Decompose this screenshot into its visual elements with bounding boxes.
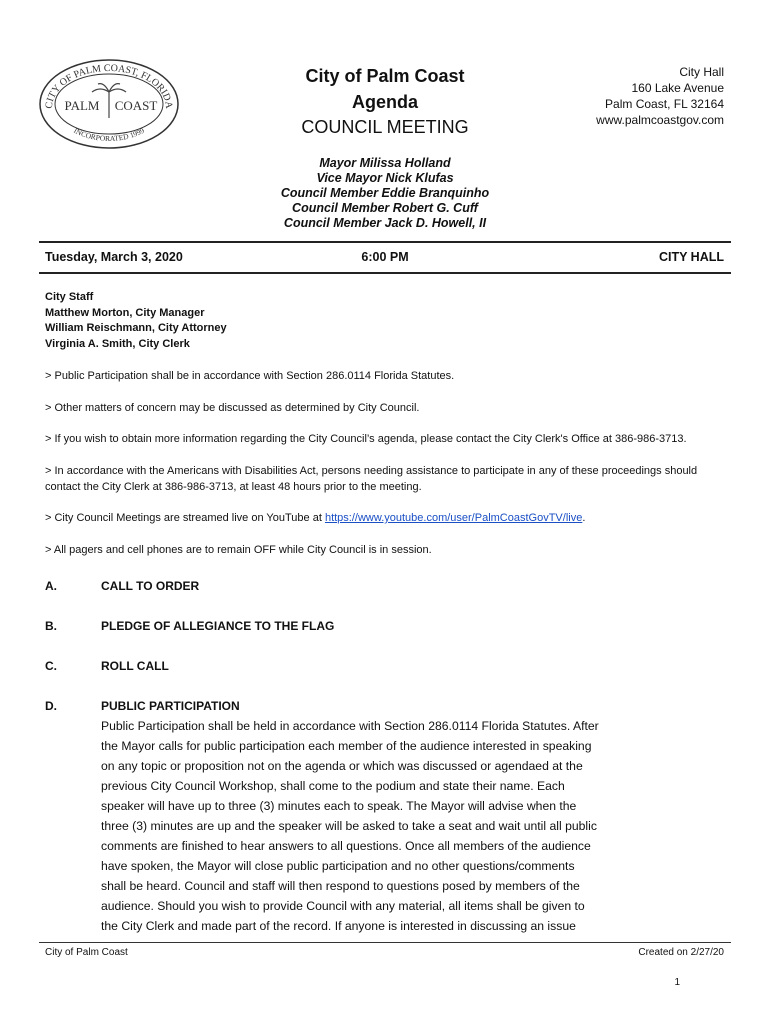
note-phones: > All pagers and cell phones are to remain OFF while City Council is in session. — [45, 544, 432, 556]
address-line: Palm Coast, FL 32164 — [605, 97, 724, 111]
footer-city: City of Palm Coast — [45, 947, 128, 958]
item-letter: B. — [45, 619, 57, 633]
text-line: comments are finished to hear answers to all questions. Once all members of the audience — [101, 839, 591, 853]
public-participation-text — [101, 716, 633, 936]
item-public-participation: PUBLIC PARTICIPATION — [101, 699, 240, 713]
note-youtube — [45, 510, 735, 526]
council-member: Mayor Milissa Holland — [319, 156, 451, 170]
seal-top-text: CITY OF PALM COAST, FLORIDA — [43, 62, 175, 110]
note-public-participation: > Public Participation shall be in accordance with Section 286.0114 Florida Statutes. — [45, 370, 455, 382]
youtube-link[interactable]: https://www.youtube.com/user/PalmCoastGovTV/live — [324, 512, 583, 524]
item-letter: D. — [45, 699, 57, 713]
divider-top — [39, 241, 731, 243]
seal-coast-text: COAST — [114, 98, 158, 113]
footer-divider — [39, 942, 731, 943]
item-roll-call: ROLL CALL — [101, 659, 169, 673]
meeting-type: COUNCIL MEETING — [301, 117, 469, 137]
address-block — [596, 64, 724, 128]
city-title: City of Palm Coast — [305, 66, 465, 86]
divider-bottom — [39, 272, 731, 274]
agenda-title: Agenda — [351, 92, 418, 112]
text-line: have spoken, the Mayor will close public participation and no other questions/comments — [101, 859, 575, 873]
text-line: audience. Should you wish to provide Council with any material, all items shall be given to — [101, 899, 585, 913]
note-more-information: > If you wish to obtain more information regarding the City Council’s agenda, please contact the City Clerk's Office at 386-986-3713. — [45, 433, 687, 445]
text-line: speaker will have up to three (3) minutes each to speak. The Mayor will advise when the — [101, 799, 577, 813]
meeting-date: Tuesday, March 3, 2020 — [45, 250, 183, 264]
address-line: City Hall — [679, 65, 724, 79]
seal-palm-text: PALM — [64, 98, 100, 113]
item-letter: C. — [45, 659, 57, 673]
text-line: Public Participation shall be held in accordance with Section 286.0114 Florida Statutes. After — [101, 719, 599, 733]
youtube-suffix: . — [582, 512, 586, 524]
note-ada: > In accordance with the Americans with Disabilities Act, persons needing assistance to participate in any of these proceedings should contact the City Clerk at 386-986-3713, at least 48 hours prior to the meeting. — [45, 465, 698, 493]
note-other-matters: > Other matters of concern may be discussed as determined by City Council. — [45, 402, 420, 414]
youtube-prefix: > City Council Meetings are streamed live on YouTube at — [45, 512, 325, 524]
staff-member: William Reischmann, City Attorney — [45, 322, 227, 334]
text-line: the Mayor calls for public participation each member of the audience interested in speaking — [101, 739, 592, 753]
text-line: three (3) minutes are up and the speaker will be asked to take a seat and wait until all public — [101, 819, 597, 833]
text-line: shall be heard. Council and staff will then respond to questions posed by members of the — [101, 879, 580, 893]
staff-member: Virginia A. Smith, City Clerk — [45, 337, 190, 350]
page-number: 1 — [674, 977, 680, 988]
text-line: the City Clerk and made part of the record. If anyone is interested in discussing an issue — [101, 919, 576, 933]
council-list — [0, 156, 770, 231]
footer-created-date: Created on 2/27/20 — [638, 947, 724, 958]
meeting-location: CITY HALL — [658, 250, 724, 264]
address-line: 160 Lake Avenue — [631, 81, 724, 95]
item-call-to-order: CALL TO ORDER — [101, 579, 200, 593]
council-member: Council Member Eddie Branquinho — [280, 186, 490, 200]
council-member: Council Member Jack D. Howell, II — [283, 216, 487, 230]
item-pledge: PLEDGE OF ALLEGIANCE TO THE FLAG — [101, 619, 335, 633]
council-member: Vice Mayor Nick Klufas — [316, 171, 454, 185]
website-link[interactable]: www.palmcoastgov.com — [596, 113, 724, 127]
meeting-time: 6:00 PM — [361, 250, 409, 264]
item-letter: A. — [45, 579, 57, 593]
text-line: on any topic or proposition not on the agenda or which was discussed or agendaed at the — [101, 759, 583, 773]
council-member: Council Member Robert G. Cuff — [292, 201, 478, 215]
staff-list — [45, 290, 227, 352]
text-line: previous City Council Workshop, shall come to the podium and state their name. Each — [101, 779, 565, 793]
staff-member: Matthew Morton, City Manager — [45, 306, 205, 319]
staff-heading: City Staff — [45, 291, 94, 303]
seal-bottom-text: INCORPORATED 1999 — [72, 125, 146, 143]
